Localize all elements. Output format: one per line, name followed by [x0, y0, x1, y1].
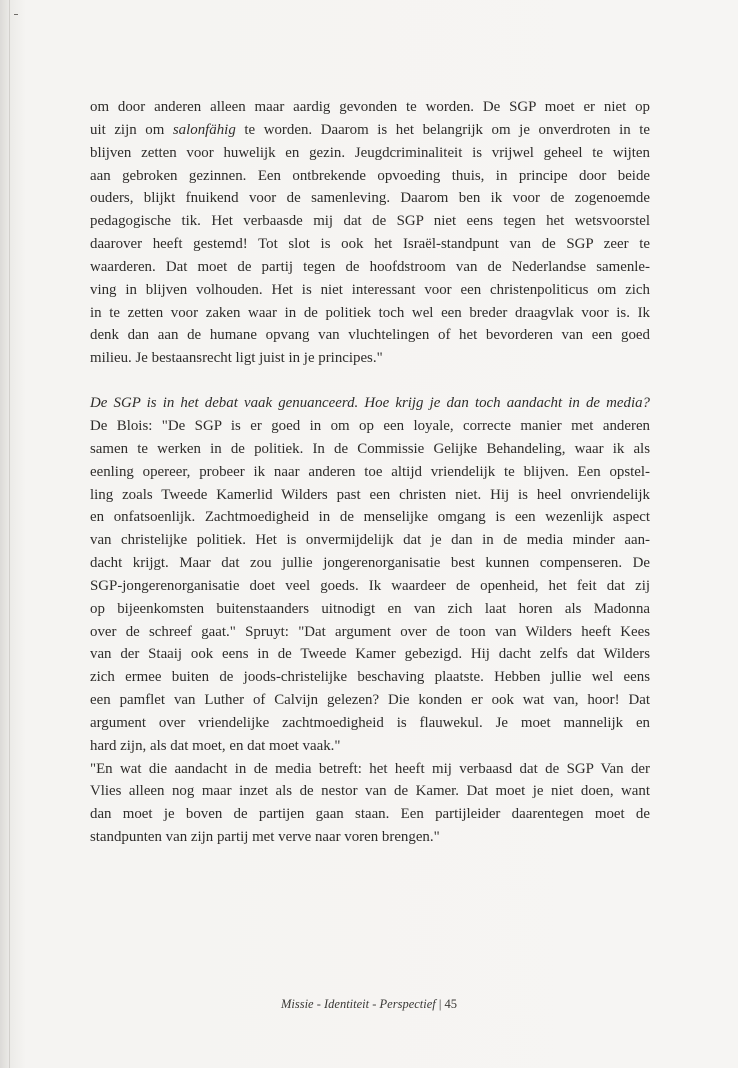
text-line: pedagogische tik. Het verbaasde mij dat de SGP niet eens tegen het wetsvoorstel	[90, 213, 650, 230]
text-line: ving in blijven volhouden. Het is niet interessant voor een christenpoliticus om zich	[90, 281, 650, 298]
crop-mark	[14, 14, 18, 15]
text-line: samen te werken in de politiek. In de Commissie Gelijke Behandeling, waar ik als	[90, 440, 650, 457]
text-line: van christelijke politiek. Het is onvermijdelijk dat je dan in de media minder aan-	[90, 532, 650, 549]
body-text	[90, 96, 650, 849]
paragraph-gap	[90, 370, 650, 392]
text-line: milieu. Je bestaansrecht ligt juist in je principes."	[90, 350, 383, 367]
interview-block	[90, 392, 650, 758]
text-line: van der Staaij ook eens in de Tweede Kamer gebezigd. Hij dacht zelfs dat Wilders	[90, 646, 650, 663]
text-line: op bijeenkomsten buitenstaanders uitnodigt en van zich laat horen als Madonna	[90, 600, 650, 617]
text-line: standpunten van zijn partij met verve naar voren brengen."	[90, 829, 440, 846]
page-number: 45	[444, 997, 458, 1011]
text-line	[90, 119, 650, 142]
text-line: en onfatsoenlijk. Zachtmoedigheid in de menselijke omgang is een wezenlijk aspect	[90, 509, 650, 526]
text-line: een pamflet van Luther of Calvijn gelezen? Die konden er ook wat van, hoor! Dat	[90, 692, 650, 709]
text-line: daarover heeft gestemd! Tot slot is ook het Israël-standpunt van de SGP zeer te	[90, 236, 650, 253]
text-line: over de schreef gaat." Spruyt: "Dat argument over de toon van Wilders heeft Kees	[90, 623, 650, 640]
text-line: dan moet je boven de partijen gaan staan. Een partijleider daarentegen moet de	[90, 806, 650, 823]
running-title: Missie - Identiteit - Perspectief	[280, 997, 436, 1011]
text-line: De Blois: "De SGP is er goed in om op een loyale, correcte manier met anderen	[90, 417, 650, 434]
text-line: dacht krijgt. Maar dat zou jullie jongerenorganisatie best kunnen compenseren. De	[90, 555, 650, 572]
book-spine-shadow	[9, 0, 10, 1068]
interview-question: De SGP is in het debat vaak genuanceerd. Hoe krijg je dan toch aandacht in de media?	[90, 395, 650, 412]
text-line: aan gebroken gezinnen. Een ontbrekende opvoeding thuis, in principe door beide	[90, 167, 650, 184]
text-line: "En wat die aandacht in de media betreft: het heeft mij verbaasd dat de SGP Van der	[90, 760, 650, 777]
text-line: om door anderen alleen maar aardig gevonden te worden. De SGP moet er niet op	[90, 99, 650, 115]
text-line: ouders, blijkt fnuikend voor de samenleving. Daarom ben ik voor de zogenoemde	[90, 190, 650, 207]
emphasis-salonfahig: salonfähig	[172, 121, 236, 138]
text-line: in te zetten voor zaken waar in de politiek toch wel een breder draagvlak voor is. Ik	[90, 304, 650, 321]
text-line: eenling opereer, probeer ik naar anderen toe altijd vriendelijk te blijven. Een opstel-	[90, 463, 650, 480]
page-footer	[0, 997, 738, 1012]
text-line: SGP-jongerenorganisatie doet veel goeds. Ik waardeer de openheid, het feit dat zij	[90, 577, 650, 594]
text-line: hard zijn, als dat moet, en dat moet vaak."	[90, 737, 341, 754]
text-line: Vlies alleen nog maar inzet als de nestor van de Kamer. Dat moet je niet doen, want	[90, 783, 650, 800]
paragraph-continuation	[90, 96, 650, 370]
text-line: ling zoals Tweede Kamerlid Wilders past een christen niet. Hij is heel onvriendelijk	[90, 486, 650, 503]
text-run: uit zijn om	[90, 121, 173, 138]
text-line: zich ermee buiten de joods-christelijke beschaving plaatste. Hebben jullie wel eens	[90, 669, 650, 686]
footer-separator: |	[438, 997, 442, 1011]
text-line: blijven zetten voor huwelijk en gezin. Jeugdcriminaliteit is vrijwel geheel te wijten	[90, 144, 650, 161]
text-run: te worden. Daarom is het belangrijk om je onverdroten in te	[235, 121, 651, 138]
paragraph-final	[90, 758, 650, 849]
text-line: argument over vriendelijke zachtmoedigheid is flauwekul. Je moet mannelijk en	[90, 714, 650, 731]
text-line: waarderen. Dat moet de partij tegen de hoofdstroom van de Nederlandse samenle-	[90, 258, 650, 275]
text-line: denk dan aan de humane opvang van vluchtelingen of het bevorderen van een goed	[90, 327, 650, 344]
